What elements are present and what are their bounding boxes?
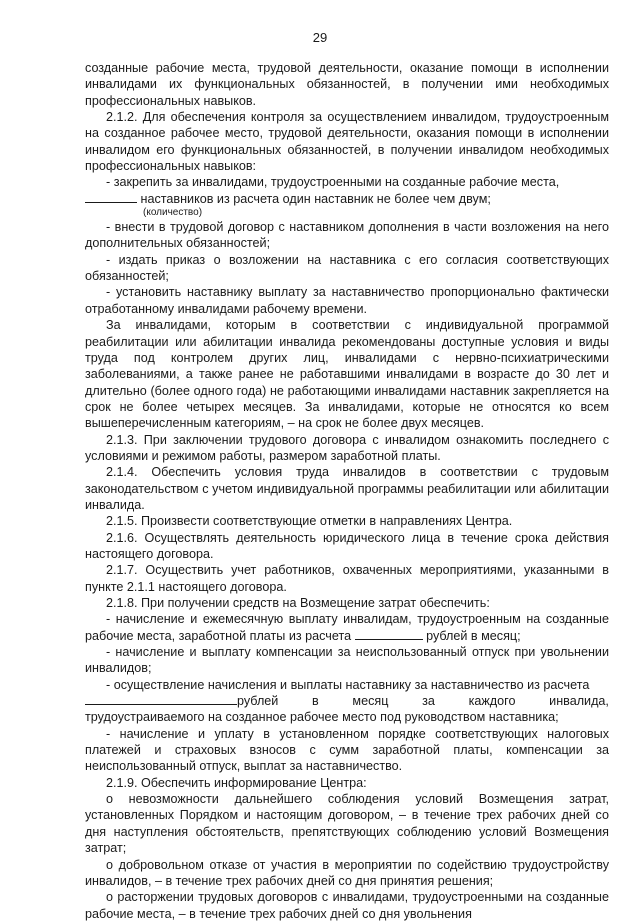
- list-item-mentor-payment: - установить наставнику выплату за наставничество пропорционально фактически отработанному инвалидами рабочему времени.: [85, 285, 609, 316]
- word-invalid: инвалида,: [549, 694, 609, 709]
- paragraph-2-1-5: 2.1.5. Произвести соответствующие отметки в направлениях Центра.: [106, 514, 513, 529]
- list-item-mentor-accrual: - осуществление начисления и выплаты наставнику за наставничество из расчета: [106, 677, 590, 692]
- word-each: каждого: [468, 694, 516, 709]
- list-item-mentor-accrual-end: трудоустраиваемого на созданное рабочее место под руководством наставника;: [85, 710, 559, 725]
- word-month: месяц: [352, 694, 389, 709]
- word-v: в: [312, 694, 319, 709]
- list-item-assign-mentors-text: - закрепить за инвалидами, трудоустроенными на созданные рабочие места,: [106, 175, 560, 190]
- list-item-assign-mentors: [85, 174, 609, 190]
- list-item-salary: [85, 611, 609, 644]
- paragraph-2-1-2: 2.1.2. Для обеспечения контроля за осуществлением инвалидом, трудоустроенным на созданное рабочее место, трудовой деятельности, оказания помощи в исполнении инвалидом его функциональных обязанностей, в получении инвалидом необходимых профессиональных навыков:: [85, 110, 609, 174]
- word-rubles: рублей: [237, 694, 279, 709]
- list-item-impossibility: о невозможности дальнейшего соблюдения условий Возмещения затрат, установленных Порядком и настоящим договором, – в течение трех рабочих дней со дня наступления обстоятельств, препятствующих соблюдению условий Возмещения затрат;: [85, 792, 609, 856]
- list-item-vacation-compensation: - начисление и выплату компенсации за неиспользованный отпуск при увольнении инвалидов;: [85, 645, 609, 676]
- paragraph-2-1-8: 2.1.8. При получении средств на Возмещение затрат обеспечить:: [106, 596, 490, 610]
- document-body: [85, 60, 609, 922]
- mentor-amount-group: [85, 693, 278, 709]
- paragraph-2-1-6: 2.1.6. Осуществлять деятельность юридического лица в течение срока действия настоящего договора.: [85, 530, 609, 561]
- list-item-voluntary-refusal: о добровольном отказе от участия в мероприятии по содействию трудоустройству инвалидов, – в течение трех рабочих дней со дня принятия решения;: [85, 857, 609, 888]
- list-item-termination: о расторжении трудовых договоров с инвалидами, трудоустроенными на созданные рабочие места, – в течение трех рабочих дней со дня увольнения: [85, 890, 609, 921]
- list-item-assign-mentors-text-2: наставников из расчета один наставник не более чем двум;: [140, 191, 491, 206]
- paragraph-2-1-4: 2.1.4. Обеспечить условия труда инвалидов в соответствии с трудовым законодательством с учетом индивидуальной программы реабилитации или абилитации инвалида.: [85, 465, 609, 512]
- blank-mentor-amount-field: [85, 693, 237, 705]
- list-item-mentor-accrual-row: [85, 693, 609, 709]
- list-item-salary-text-2: рублей в месяц;: [426, 628, 521, 643]
- list-item-contract-addendum: - внести в трудовой договор с наставником дополнения в части возложения на него дополнительных обязанностей;: [85, 220, 609, 251]
- quantity-caption: (количество): [143, 207, 203, 219]
- word-za: за: [422, 694, 435, 709]
- list-item-assign-mentors-cont: [85, 191, 609, 207]
- list-item-taxes: - начисление и уплату в установленном порядке соответствующих налоговых платежей и страховых взносов с сумм заработной платы, компенсации за неиспользованный отпуск, выплат за наставничество.: [85, 726, 609, 774]
- list-item-salary-text: - начисление и ежемесячную выплату инвалидам, трудоустроенным на созданные рабочие места, заработной платы из расчета: [85, 612, 609, 643]
- list-item-order: - издать приказ о возложении на наставника с его согласия соответствующих обязанностей;: [85, 252, 609, 284]
- paragraph-2-1-3: 2.1.3. При заключении трудового договора с инвалидом ознакомить последнего с условиями и режимом работы, размером заработной платы.: [85, 432, 609, 463]
- blank-quantity-field: [85, 191, 137, 203]
- paragraph-2-1-9: 2.1.9. Обеспечить информирование Центра:: [106, 775, 367, 790]
- page-number: 29: [312, 30, 328, 45]
- blank-salary-field: [355, 628, 423, 640]
- paragraph-continuation: созданные рабочие места, трудовой деятельности, оказание помощи в исполнении инвалидами их функциональных обязанностей, в получении ими необходимых профессиональных навыков.: [85, 61, 609, 108]
- paragraph-2-1-7: 2.1.7. Осуществить учет работников, охваченных мероприятиями, указанными в пункте 2.1.1 настоящего договора.: [85, 563, 609, 594]
- paragraph-mentor-term: За инвалидами, которым в соответствии с индивидуальной программой реабилитации или абилитации инвалида рекомендованы доступные условия и виды труда под контролем других лиц, инвалидами с нервно-психиатрическими заболеваниями, а также ранее не работавшими инвалидами в возрасте до 30 лет и длительно (более одного года) не работающими инвалидами наставник закрепляется на срок не более четырех месяцев. За инвалидами, которые не относятся ко всем вышеперечисленным категориям, – на срок не более двух месяцев.: [85, 318, 609, 431]
